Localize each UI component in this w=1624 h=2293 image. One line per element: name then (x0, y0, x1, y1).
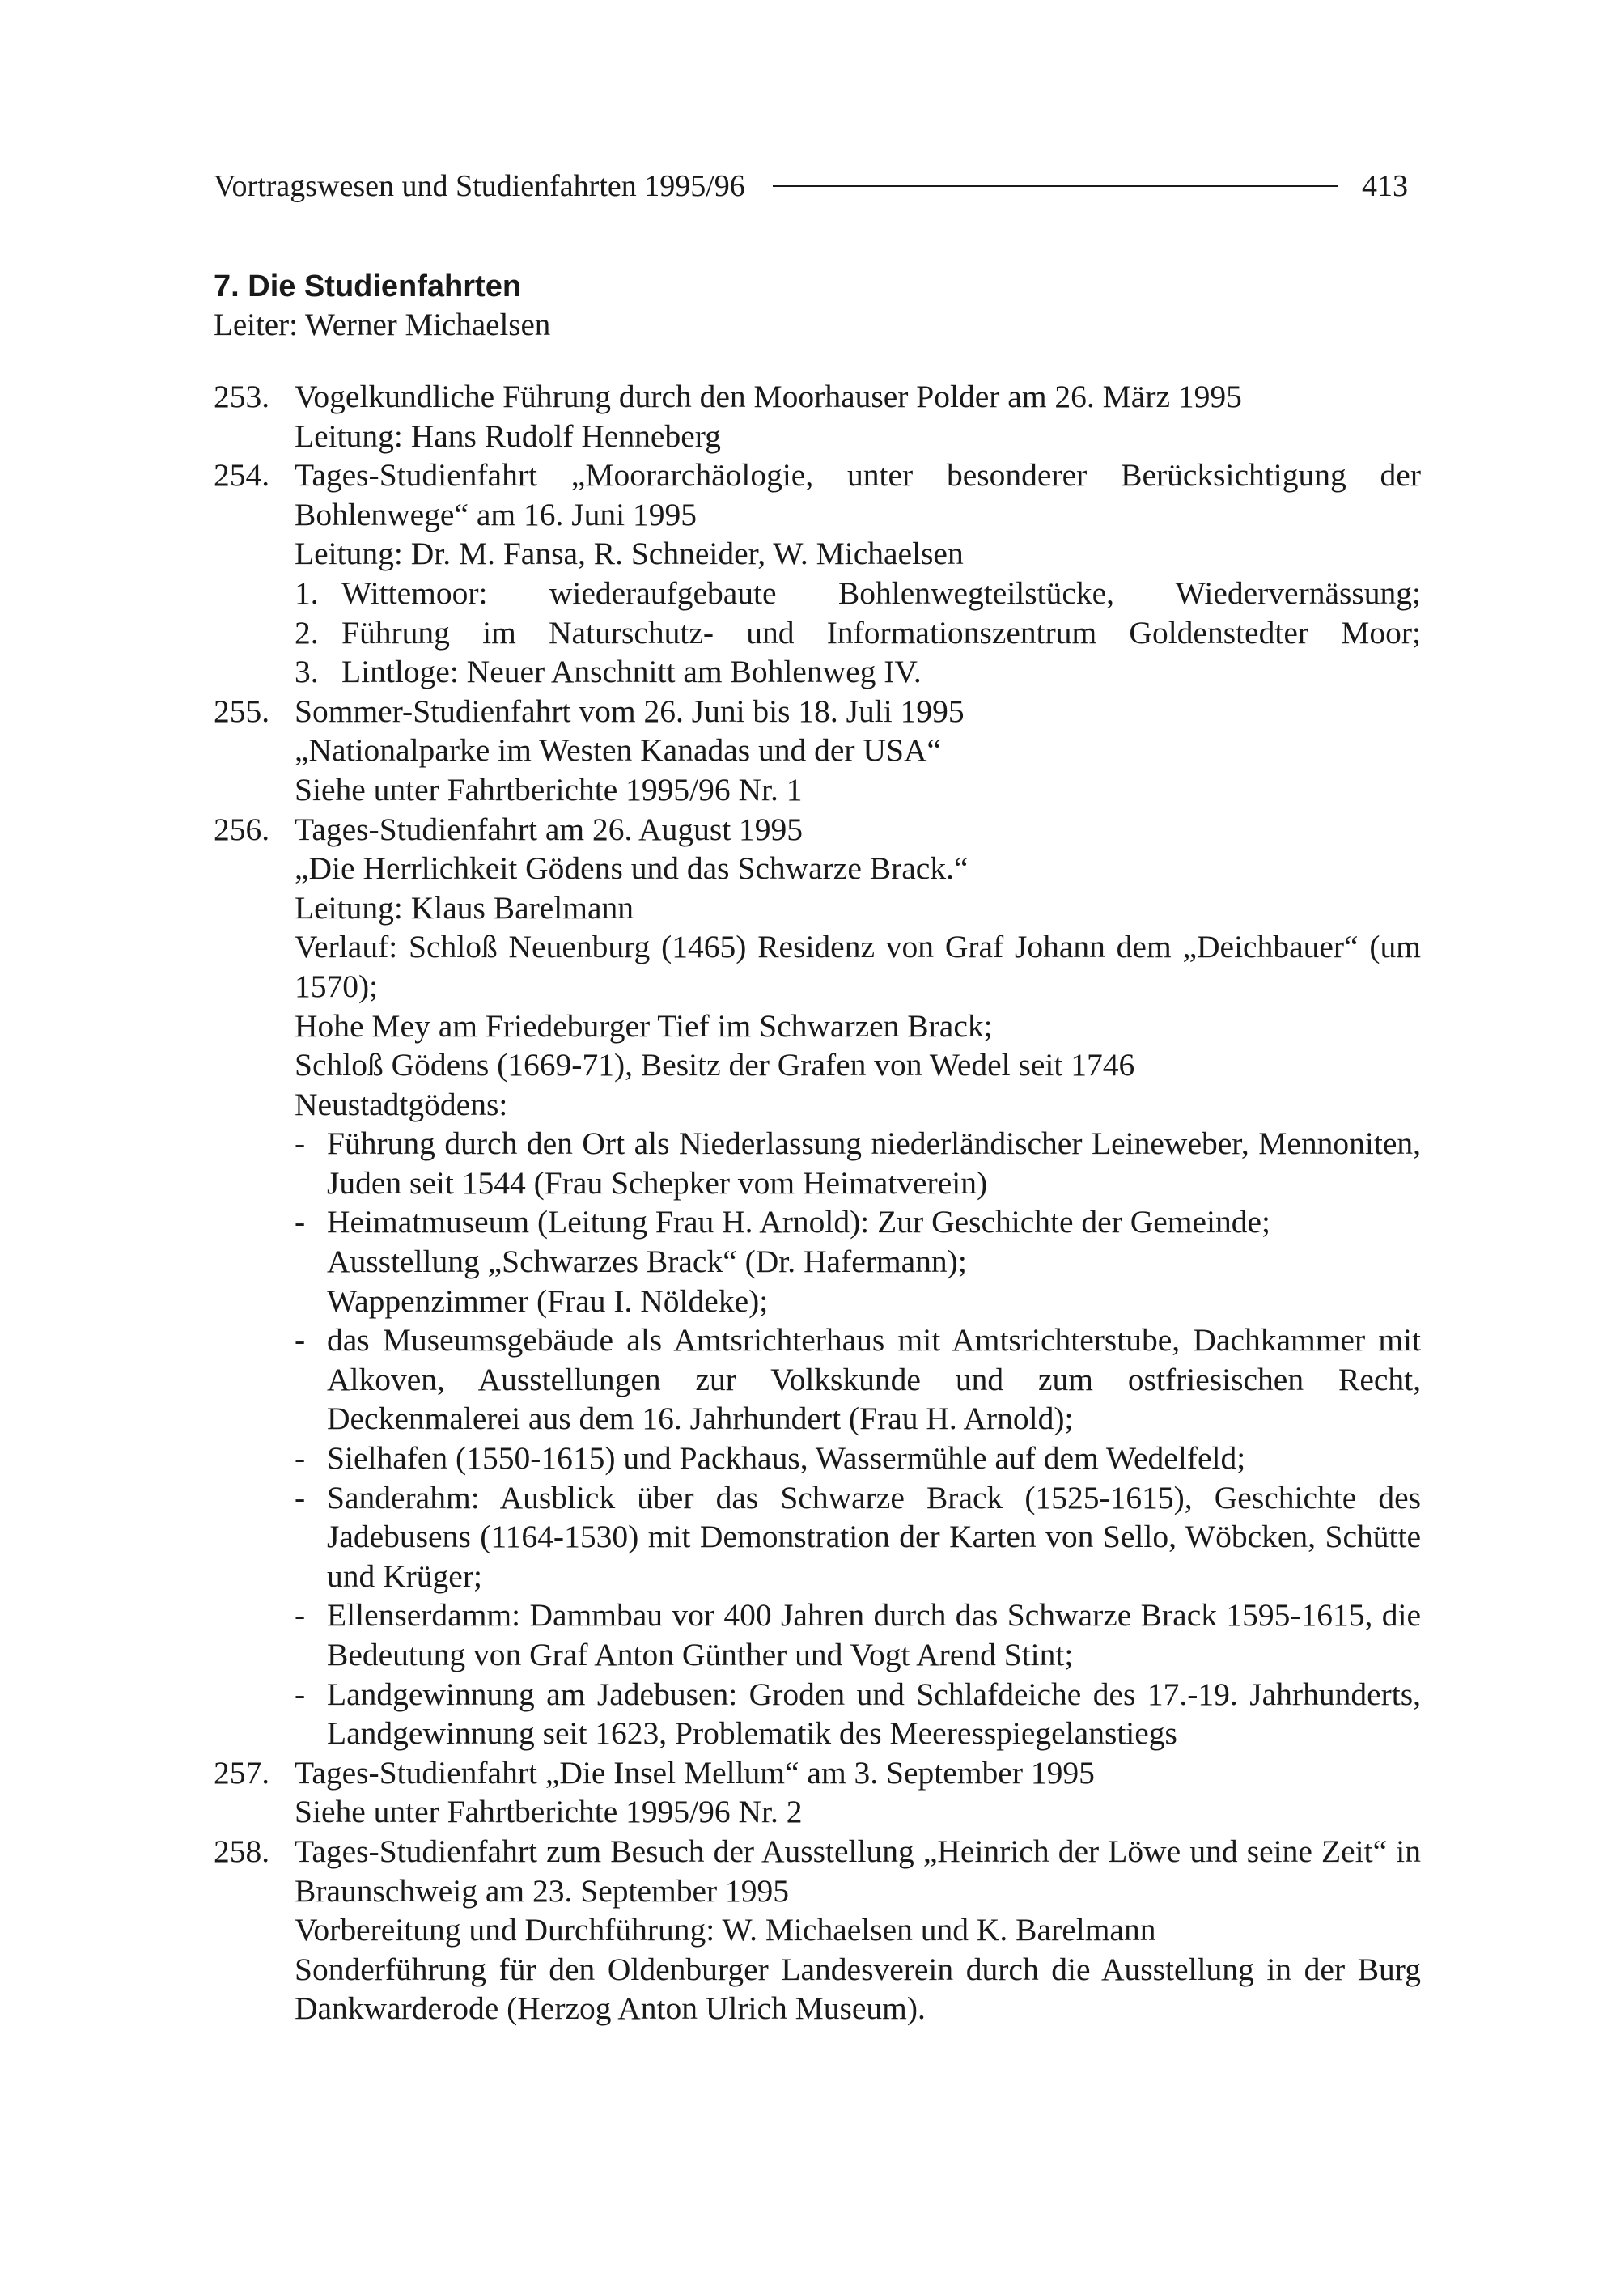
dash-item-text: Sanderahm: Ausblick über das Schwarze Brack (1525-1615), Geschichte des Jadebusens (1164-1530) mit Demonstration der Karten von Sello, Wöbcken, Schütte und Krüger; (327, 1479, 1421, 1594)
entry-256 (214, 810, 1421, 1753)
entry-254 (214, 456, 1421, 692)
dash-item-text: Heimatmuseum (Leitung Frau H. Arnold): Zur Geschichte der Gemeinde; (327, 1204, 1271, 1240)
dash-item-text: Wappenzimmer (Frau I. Nöldeke); (327, 1282, 769, 1319)
dash-item (295, 1320, 1421, 1439)
entry-255 (214, 692, 1421, 810)
entry-title: Sommer-Studienfahrt vom 26. Juni bis 18. Juli 1995 (295, 693, 965, 729)
dash-marker: - (295, 1322, 306, 1358)
entry-number: 254. (214, 457, 270, 494)
entry-reference: Siehe unter Fahrtberichte 1995/96 Nr. 1 (295, 771, 803, 807)
dash-item-text: Ellenserdamm: Dammbau vor 400 Jahren durch das Schwarze Brack 1595-1615, die Bedeutung von Graf Anton Günther und Vogt Arend Stint; (327, 1597, 1421, 1672)
dash-item-body (327, 1202, 1421, 1320)
section-heading: 7. Die Studienfahrten (214, 269, 522, 303)
dash-item-text: Ausstellung „Schwarzes Brack“ (Dr. Hafermann); (327, 1244, 967, 1280)
dash-marker: - (295, 1440, 306, 1477)
entry-257 (214, 1753, 1421, 1832)
entry-reference: Siehe unter Fahrtberichte 1995/96 Nr. 2 (295, 1794, 803, 1830)
dash-marker: - (295, 1597, 306, 1634)
entry-subtitle: „Die Herrlichkeit Gödens und das Schwarze Brack.“ (295, 850, 969, 887)
entry-number: 257. (214, 1754, 270, 1791)
numbered-item (295, 574, 1421, 613)
entry-body (295, 1832, 1421, 2028)
dash-item (295, 1439, 1421, 1478)
entry-stop: Schloß Gödens (1669-71), Besitz der Grafen von Wedel seit 1746 (295, 1047, 1135, 1083)
entry-number: 258. (214, 1833, 270, 1869)
item-number: 2. (295, 614, 319, 651)
entry-leitung: Leitung: Dr. M. Fansa, R. Schneider, W. Michaelsen (295, 536, 964, 572)
dash-item-text: Führung durch den Ort als Niederlassung niederländischer Leineweber, Mennoniten, Juden seit 1544 (Frau Schepker vom Heimatverein) (327, 1125, 1421, 1201)
dash-item-text: Landgewinnung am Jadebusen: Groden und Schlafdeiche des 17.-19. Jahrhunderts, Landgewinnung seit 1623, Problematik des Meeresspiegelanstiegs (327, 1676, 1421, 1752)
entry-258 (214, 1832, 1421, 2028)
entry-verlauf: Verlauf: Schloß Neuenburg (1465) Residenz von Graf Johann dem „Deichbauer“ (um 1570); (295, 929, 1421, 1004)
dash-marker: - (295, 1125, 306, 1162)
entry-organizers: Vorbereitung und Durchführung: W. Michaelsen und K. Barelmann (295, 1912, 1156, 1948)
entry-body (295, 692, 1421, 810)
entry-title: Vogelkundliche Führung durch den Moorhauser Polder am 26. März 1995 (295, 379, 1242, 414)
entry-body (295, 377, 1421, 456)
entry-number: 253. (214, 379, 270, 414)
entry-title: Tages-Studienfahrt „Die Insel Mellum“ am 3. September 1995 (295, 1754, 1095, 1791)
entry-subtitle: „Nationalparke im Westen Kanadas und der USA“ (295, 732, 942, 769)
dash-item (295, 1596, 1421, 1674)
entry-title: Tages-Studienfahrt am 26. August 1995 (295, 811, 804, 847)
dash-item (295, 1202, 1421, 1320)
dash-item (295, 1124, 1421, 1202)
entry-leitung: Leitung: Klaus Barelmann (295, 889, 634, 926)
item-text: Wittemoor: wiederaufgebaute Bohlenwegteilstücke, Wiedervernässung; (341, 574, 1421, 611)
dash-marker: - (295, 1479, 306, 1515)
entry-number: 256. (214, 811, 270, 847)
numbered-item (295, 613, 1421, 653)
entry-stop: Hohe Mey am Friedeburger Tief im Schwarzen Brack; (295, 1007, 993, 1044)
section-leader: Leiter: Werner Michaelsen (214, 307, 551, 342)
entry-body (295, 1753, 1421, 1832)
dash-item-text: das Museumsgebäude als Amtsrichterhaus mit Amtsrichterstube, Dachkammer mit Alkoven, Ausstellungen zur Volkskunde und zum ostfriesischen Recht, Deckenmalerei aus dem 16. Jahrhundert (Frau H. Arnold); (327, 1322, 1421, 1437)
dash-item (295, 1675, 1421, 1753)
dash-item-text: Sielhafen (1550-1615) und Packhaus, Wassermühle auf dem Wedelfeld; (327, 1440, 1246, 1477)
entry-253 (214, 377, 1421, 456)
dash-marker: - (295, 1676, 306, 1712)
item-number: 3. (295, 654, 319, 690)
page-number: 413 (1362, 169, 1408, 203)
running-head-rule (773, 185, 1338, 187)
running-head (214, 162, 1408, 210)
entry-leitung: Leitung: Hans Rudolf Henneberg (295, 417, 721, 454)
dash-marker: - (295, 1204, 306, 1240)
entry-body (295, 810, 1421, 1753)
running-head-title: Vortragswesen und Studienfahrten 1995/96 (214, 169, 745, 203)
item-text: Lintloge: Neuer Anschnitt am Bohlenweg IV. (341, 654, 922, 690)
entry-title: Tages-Studienfahrt zum Besuch der Ausstellung „Heinrich der Löwe und seine Zeit“ in Braunschweig am 23. September 1995 (295, 1833, 1421, 1909)
item-text: Führung im Naturschutz- und Informationszentrum Goldenstedter Moor; (341, 614, 1421, 651)
dash-item (295, 1478, 1421, 1596)
numbered-item (295, 652, 1421, 692)
entry-title: Tages-Studienfahrt „Moorarchäologie, unter besonderer Berücksichtigung der Bohlenwege“ am 16. Juni 1995 (295, 457, 1421, 532)
entry-body (295, 456, 1421, 692)
entry-stop: Neustadtgödens: (295, 1086, 508, 1122)
entry-number: 255. (214, 693, 270, 729)
entry-description: Sonderführung für den Oldenburger Landesverein durch die Ausstellung in der Burg Dankwarderode (Herzog Anton Ulrich Museum). (295, 1951, 1421, 2027)
entry-list (214, 377, 1421, 2028)
item-number: 1. (295, 574, 319, 611)
